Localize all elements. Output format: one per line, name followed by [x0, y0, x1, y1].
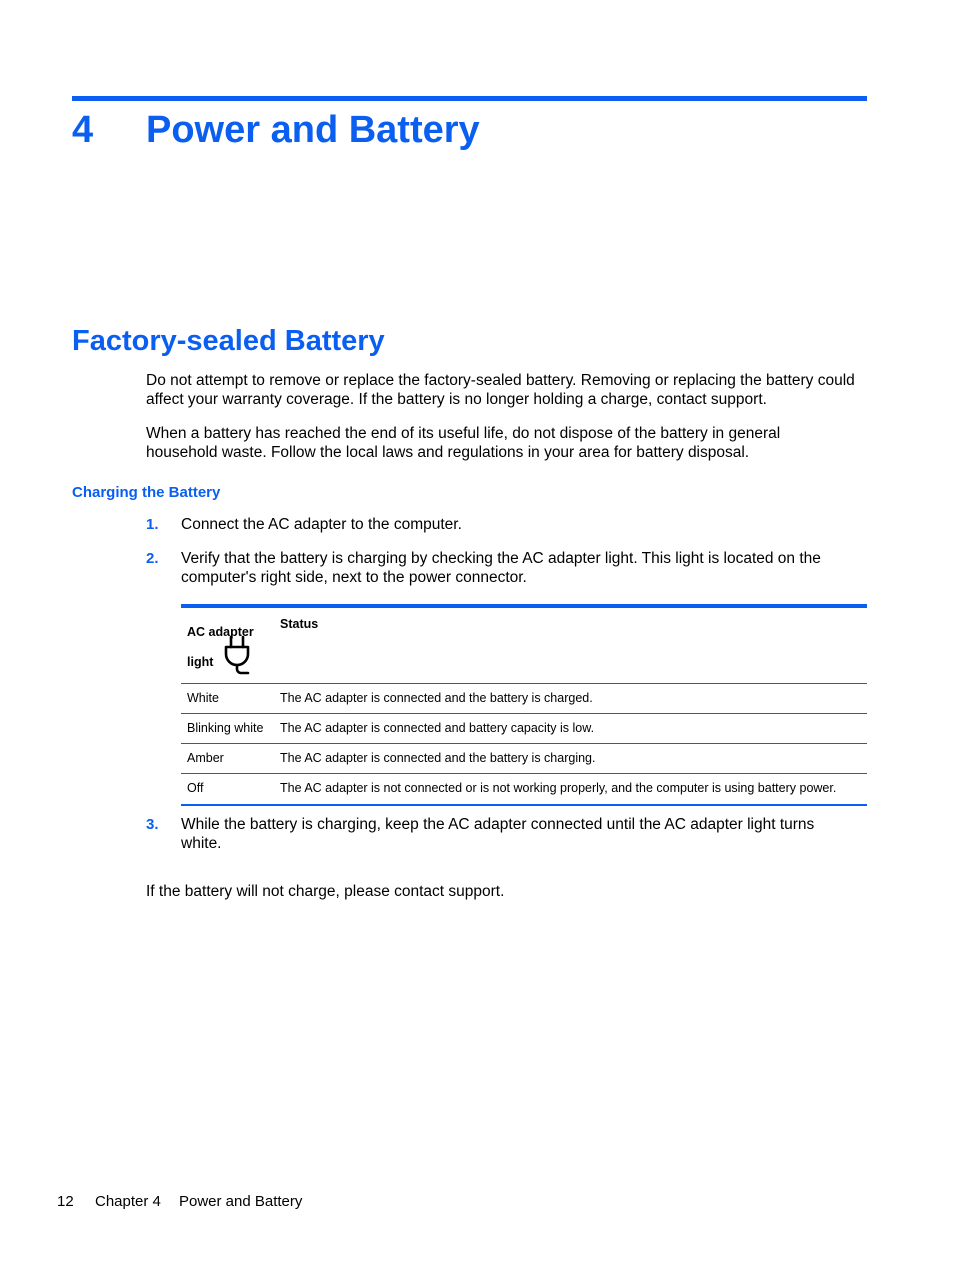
subsection-title: Charging the Battery [72, 484, 221, 501]
paragraph-contact-support: If the battery will not charge, please contact support. [146, 883, 505, 900]
paragraph-removal-warning: Do not attempt to remove or replace the factory-sealed battery. Removing or replacing the battery could affect your warranty coverage. If the battery is no longer holding a charge, contact support. [146, 372, 855, 408]
table-row [181, 714, 867, 744]
step-text: While the battery is charging, keep the AC adapter connected until the AC adapter light turns white. [181, 816, 815, 852]
header-ac-adapter-light: AC adapter light [187, 625, 254, 669]
step-number: 1. [146, 516, 159, 533]
footer-chapter-ref: Chapter 4 [95, 1193, 161, 1210]
section-title: Factory-sealed Battery [72, 325, 385, 357]
cell-light: Blinking white [187, 721, 264, 735]
header-status: Status [280, 617, 319, 631]
table-row [181, 744, 867, 774]
page-number: 12 [57, 1193, 74, 1210]
cell-status: The AC adapter is connected and the battery is charged. [280, 691, 593, 705]
chapter-title: Power and Battery [146, 109, 480, 151]
plug-icon [223, 634, 251, 676]
table-row [181, 684, 867, 714]
step-number: 3. [146, 816, 159, 833]
step-number: 2. [146, 550, 159, 567]
cell-status: The AC adapter is connected and the battery is charging. [280, 751, 596, 765]
step-text: Verify that the battery is charging by checking the AC adapter light. This light is located on the computer's right side, next to the power connector. [181, 550, 821, 586]
paragraph-disposal: When a battery has reached the end of its useful life, do not dispose of the battery in general household waste. Follow the local laws and regulations in your area for battery disposal. [146, 425, 781, 461]
cell-light: Off [187, 781, 204, 795]
cell-status: The AC adapter is connected and battery capacity is low. [280, 721, 595, 735]
step-text: Connect the AC adapter to the computer. [181, 516, 462, 533]
cell-light: White [187, 691, 219, 705]
footer-title: Power and Battery [179, 1193, 303, 1210]
adapter-light-status-table [181, 604, 867, 806]
cell-status: The AC adapter is not connected or is not working properly, and the computer is using battery power. [280, 781, 837, 795]
cell-light: Amber [187, 751, 224, 765]
table-row [181, 774, 867, 804]
chapter-rule [72, 96, 867, 101]
table-header [181, 608, 867, 684]
chapter-number: 4 [72, 109, 94, 151]
